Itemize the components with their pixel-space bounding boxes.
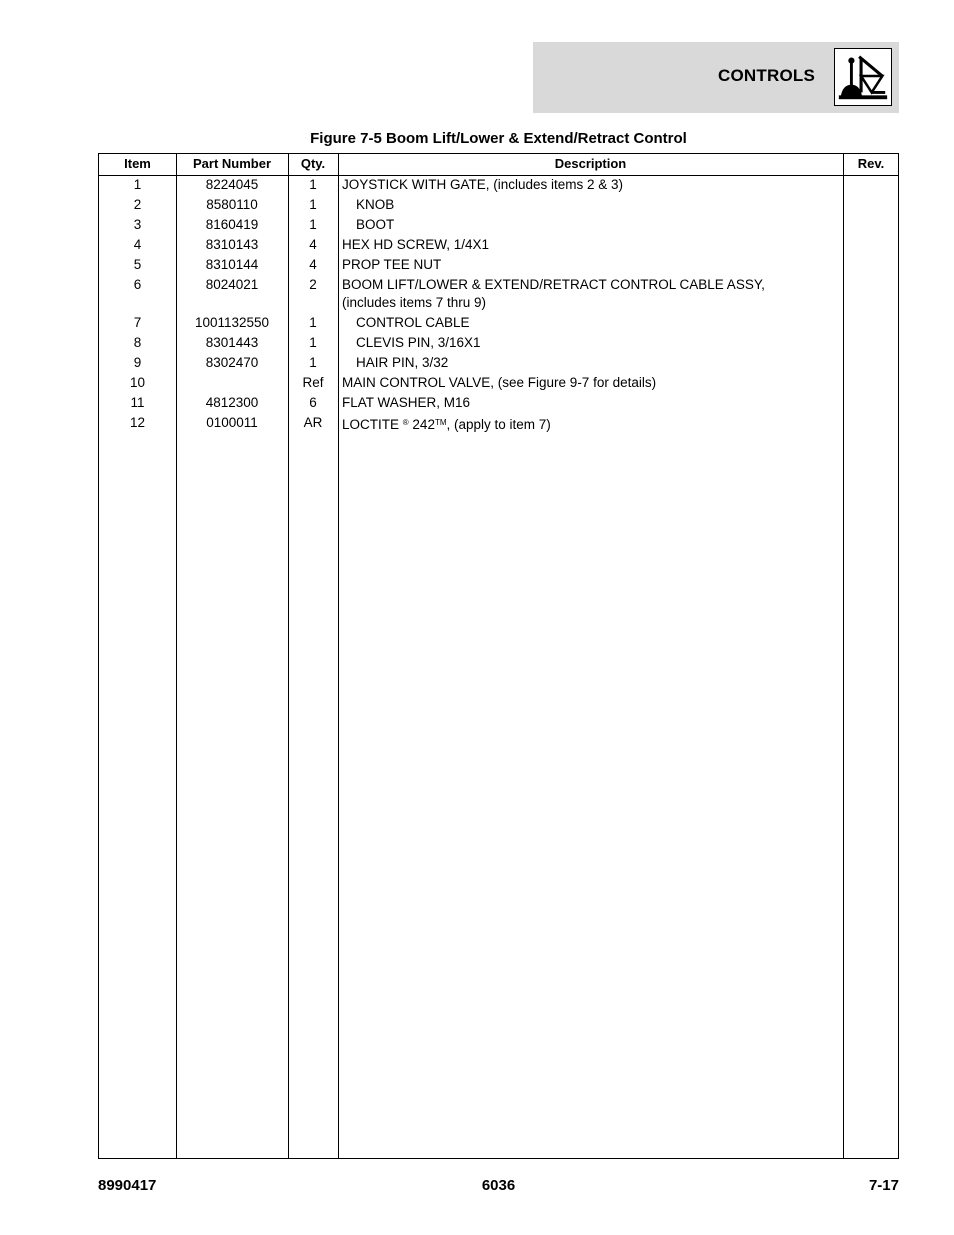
description: MAIN CONTROL VALVE, (see Figure 9-7 for details) <box>342 375 657 390</box>
section-header-tab <box>533 42 899 113</box>
part-number: 0100011 <box>206 415 258 430</box>
column-divider <box>338 154 339 1158</box>
column-header-description: Description <box>554 156 627 171</box>
description-text: 242 <box>408 417 435 432</box>
part-number: 4812300 <box>205 395 259 410</box>
quantity: 1 <box>309 177 317 192</box>
part-number: 8160419 <box>205 217 259 232</box>
item-number: 5 <box>133 257 142 272</box>
part-number: 8310144 <box>205 257 259 272</box>
item-number: 8 <box>133 335 142 350</box>
description-continued: (includes items 7 thru 9) <box>342 295 487 310</box>
item-number: 3 <box>133 217 142 232</box>
quantity: 1 <box>309 335 317 350</box>
quantity: 1 <box>309 355 317 370</box>
part-number: 1001132550 <box>194 315 270 330</box>
column-divider <box>288 154 289 1158</box>
item-number: 11 <box>130 395 145 410</box>
footer-model-number: 6036 <box>481 1177 516 1194</box>
description: JOYSTICK WITH GATE, (includes items 2 & 3) <box>342 177 624 192</box>
part-number: 8580110 <box>206 197 258 212</box>
item-number: 6 <box>133 277 142 292</box>
quantity: 4 <box>309 257 317 272</box>
section-title: CONTROLS <box>718 66 815 85</box>
item-number: 4 <box>133 237 142 252</box>
description <box>342 414 551 434</box>
column-divider <box>843 154 844 1158</box>
quantity: 2 <box>309 277 317 292</box>
description-text: LOCTITE <box>342 417 403 432</box>
description: HEX HD SCREW, 1/4X1 <box>342 237 490 252</box>
quantity: 1 <box>309 197 317 212</box>
part-number: 8310143 <box>205 237 259 252</box>
description: BOOM LIFT/LOWER & EXTEND/RETRACT CONTROL CABLE ASSY, <box>342 277 765 292</box>
description: KNOB <box>356 197 395 212</box>
item-number: 9 <box>133 355 142 370</box>
quantity: 1 <box>309 217 317 232</box>
item-number: 12 <box>129 415 146 430</box>
part-number: 8302470 <box>205 355 259 370</box>
joystick-control-icon <box>834 48 892 106</box>
item-number: 1 <box>133 177 142 192</box>
description: BOOT <box>356 217 395 232</box>
description: PROP TEE NUT <box>342 257 442 272</box>
figure-title: Figure 7-5 Boom Lift/Lower & Extend/Retract Control <box>310 130 687 147</box>
part-number: 8224045 <box>205 177 259 192</box>
item-number: 7 <box>133 315 142 330</box>
item-number: 10 <box>129 375 146 390</box>
description: FLAT WASHER, M16 <box>342 395 471 410</box>
column-divider <box>176 154 177 1158</box>
description: CONTROL CABLE <box>356 315 470 330</box>
trademark-mark: TM <box>434 418 447 427</box>
column-header-item: Item <box>124 156 151 171</box>
column-header-qty: Qty. <box>300 156 326 171</box>
footer-page-number: 7-17 <box>868 1177 899 1194</box>
quantity: 6 <box>309 395 317 410</box>
item-number: 2 <box>133 197 142 212</box>
part-number: 8024021 <box>205 277 259 292</box>
parts-table <box>98 153 899 1159</box>
quantity: Ref <box>302 375 324 390</box>
description: HAIR PIN, 3/32 <box>356 355 449 370</box>
quantity: AR <box>303 415 323 430</box>
part-number: 8301443 <box>205 335 259 350</box>
quantity: 4 <box>309 237 317 252</box>
description-text: , (apply to item 7) <box>446 417 551 432</box>
column-header-part-number: Part Number <box>192 156 272 171</box>
description: CLEVIS PIN, 3/16X1 <box>356 335 481 350</box>
column-header-rev: Rev. <box>857 156 885 171</box>
quantity: 1 <box>309 315 317 330</box>
footer-document-number: 8990417 <box>98 1177 157 1194</box>
registered-mark: ® <box>402 418 409 427</box>
